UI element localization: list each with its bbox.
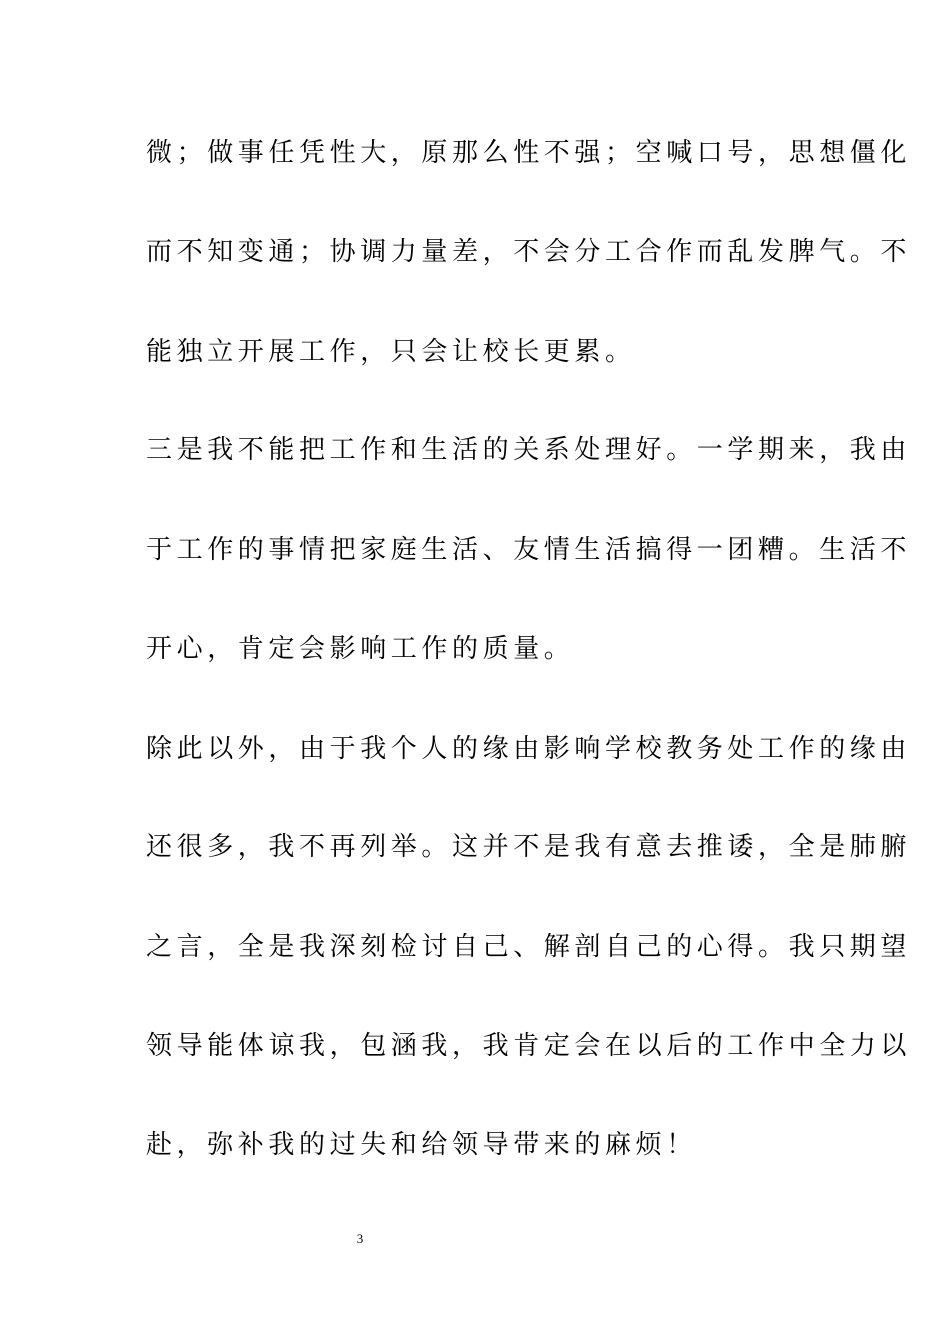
text-line: 赴，弥补我的过失和给领导带来的麻烦！: [146, 1130, 697, 1160]
text-line: 之言，全是我深刻检讨自己、解剖自己的心得。我只期望: [146, 932, 912, 962]
text-line: 开心，肯定会影响工作的质量。: [146, 634, 575, 664]
text-line: 能独立开展工作，只会让校长更累。: [146, 337, 636, 367]
paragraph-start-line: 三是我不能把工作和生活的关系处理好。一学期来，我由: [146, 435, 912, 465]
text-line: 微；做事任凭性大，原那么性不强；空喊口号，思想僵化: [146, 138, 912, 168]
text-line: 领导能体谅我，包涵我，我肯定会在以后的工作中全力以: [146, 1031, 912, 1061]
text-line: 还很多，我不再列举。这并不是我有意去推诿，全是肺腑: [146, 832, 912, 862]
paragraph-start-line: 除此以外，由于我个人的缘由影响学校教务处工作的缘由: [146, 734, 912, 764]
text-line: 于工作的事情把家庭生活、友情生活搞得一团糟。生活不: [146, 535, 912, 565]
page-number: 3: [356, 1231, 364, 1246]
text-line: 而不知变通；协调力量差，不会分工合作而乱发脾气。不: [146, 237, 912, 267]
